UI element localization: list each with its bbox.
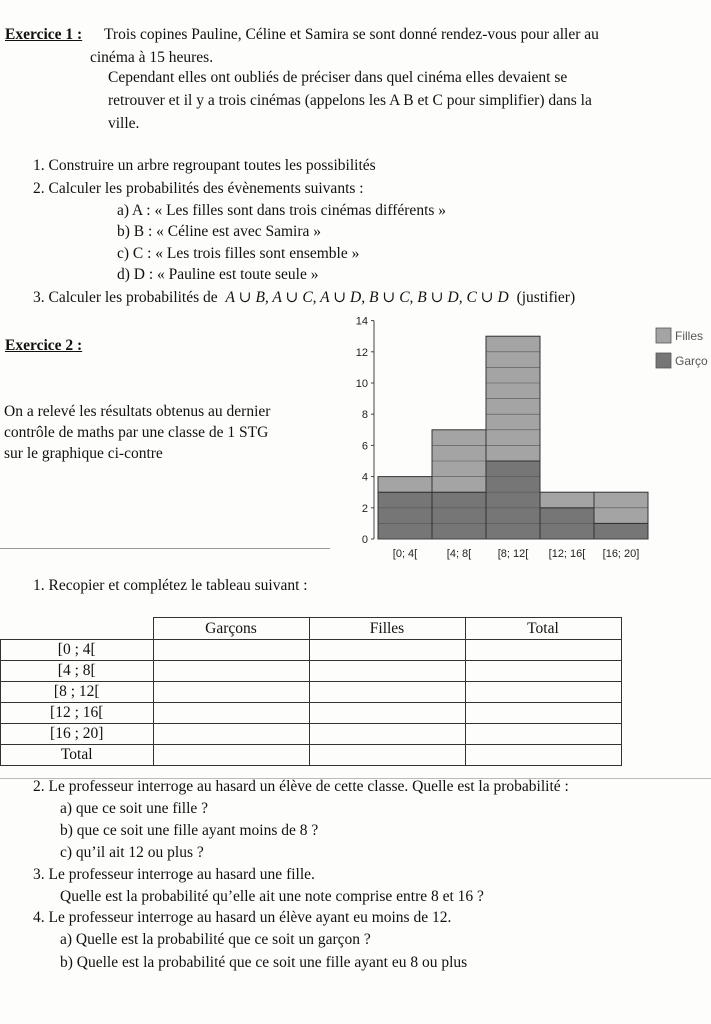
cell-garcons xyxy=(153,703,309,724)
cell-filles xyxy=(309,640,465,661)
cell-total xyxy=(465,724,621,745)
ex1-question-2: 2. Calculer les probabilités des évènements suivants : xyxy=(33,180,364,197)
legend-label: Filles xyxy=(675,329,704,343)
row-label: Total xyxy=(1,745,154,766)
x-tick-label: [0; 4[ xyxy=(392,548,418,560)
histogram-svg xyxy=(340,306,711,571)
row-label: [8 ; 12[ xyxy=(1,682,154,703)
row-label: [12 ; 16[ xyxy=(1,703,154,724)
cell-total xyxy=(465,745,621,766)
ex2-question-3-line-2: Quelle est la probabilité qu’elle ait une note comprise entre 8 et 16 ? xyxy=(60,888,484,905)
event-d: d) D : « Pauline est toute seule » xyxy=(117,266,319,283)
table-row xyxy=(1,640,622,661)
cell-garcons xyxy=(153,682,309,703)
q2-item-c: c) qu’il ait 12 ou plus ? xyxy=(60,844,204,861)
exercise-2-title: Exercice 2 : xyxy=(5,337,83,354)
table-corner xyxy=(1,618,154,640)
ex2-question-3: 3. Le professeur interroge au hasard une fille. xyxy=(33,866,315,883)
row-label: [16 ; 20] xyxy=(1,724,154,745)
cell-garcons xyxy=(153,745,309,766)
ex1-line-1: Trois copines Pauline, Céline et Samira se sont donné rendez-vous pour aller au xyxy=(104,26,599,43)
y-tick-label: 10 xyxy=(355,378,368,390)
ex2-intro-3: sur le graphique ci-contre xyxy=(4,445,163,462)
bar-garcons xyxy=(594,523,648,539)
y-tick-label: 6 xyxy=(361,440,368,453)
x-tick-label: [12; 16[ xyxy=(548,548,586,560)
header-filles: Filles xyxy=(309,618,465,640)
q3-union-list: A ∪ B, A ∪ C, A ∪ D, B ∪ C, B ∪ D, C ∪ D xyxy=(225,289,509,306)
table-row xyxy=(1,661,622,682)
cell-total xyxy=(465,703,621,724)
y-tick-label: 0 xyxy=(361,534,368,546)
legend-swatch xyxy=(656,328,671,343)
ex2-intro-2: contrôle de maths par une classe de 1 STG xyxy=(4,424,269,441)
ex2-intro-1: On a relevé les résultats obtenus au dernier xyxy=(4,403,271,420)
cell-garcons xyxy=(153,640,309,661)
header-total: Total xyxy=(465,618,621,640)
ex1-line-3: Cependant elles ont oubliés de préciser dans quel cinéma elles devaient se xyxy=(108,69,568,86)
x-tick-label: [16; 20] xyxy=(602,548,640,560)
cell-filles xyxy=(309,682,465,703)
ex1-line-2: cinéma à 15 heures. xyxy=(90,49,214,66)
event-c: c) C : « Les trois filles sont ensemble » xyxy=(117,245,360,262)
q2-item-b: b) que ce soit une fille ayant moins de 8 ? xyxy=(60,822,319,839)
ex2-question-2: 2. Le professeur interroge au hasard un élève de cette classe. Quelle est la probabilité : xyxy=(33,778,569,795)
q4-item-b: b) Quelle est la probabilité que ce soit une fille ayant eu 8 ou plus xyxy=(60,954,468,971)
q3-prefix: 3. Calculer les probabilités de xyxy=(33,289,218,306)
results-table xyxy=(0,617,622,766)
histogram-chart xyxy=(340,306,711,571)
legend-label: Garço xyxy=(675,354,708,368)
q4-item-a: a) Quelle est la probabilité que ce soit un garçon ? xyxy=(60,931,371,948)
row-label: [4 ; 8[ xyxy=(1,661,154,682)
y-tick-label: 14 xyxy=(355,315,368,328)
y-tick-label: 12 xyxy=(355,346,368,359)
cell-filles xyxy=(309,661,465,682)
ex1-question-1: 1. Construire un arbre regroupant toutes les possibilités xyxy=(33,157,376,174)
y-tick-label: 2 xyxy=(361,502,368,515)
ex2-question-1: 1. Recopier et complétez le tableau suivant : xyxy=(33,577,308,594)
event-a: a) A : « Les filles sont dans trois cinémas différents » xyxy=(117,202,447,219)
bar-garcons xyxy=(432,492,486,539)
y-tick-label: 8 xyxy=(361,409,368,422)
cell-garcons xyxy=(153,724,309,745)
table-row xyxy=(1,745,622,766)
x-tick-label: [4; 8[ xyxy=(446,548,472,560)
q2-item-a: a) que ce soit une fille ? xyxy=(60,800,209,817)
cell-total xyxy=(465,661,621,682)
cell-total xyxy=(465,682,621,703)
bar-garcons xyxy=(378,492,432,539)
ex1-line-5: ville. xyxy=(108,115,140,132)
bar-garcons xyxy=(486,461,540,539)
row-label: [0 ; 4[ xyxy=(1,640,154,661)
q3-suffix: (justifier) xyxy=(516,289,576,306)
table-row xyxy=(1,724,622,745)
event-b: b) B : « Céline est avec Samira » xyxy=(117,223,322,240)
x-tick-label: [8; 12[ xyxy=(497,548,529,560)
table-row xyxy=(1,703,622,724)
table-row xyxy=(1,682,622,703)
bar-filles xyxy=(378,477,432,493)
cell-total xyxy=(465,640,621,661)
header-garcons: Garçons xyxy=(153,618,309,640)
ex1-line-4: retrouver et il y a trois cinémas (appelons les A B et C pour simplifier) dans la xyxy=(108,92,592,109)
cell-filles xyxy=(309,745,465,766)
legend-swatch xyxy=(656,353,671,368)
y-tick-label: 4 xyxy=(361,471,368,484)
cell-filles xyxy=(309,703,465,724)
bar-filles xyxy=(540,492,594,508)
cell-filles xyxy=(309,724,465,745)
ex2-question-4: 4. Le professeur interroge au hasard un élève ayant eu moins de 12. xyxy=(33,909,452,926)
section-divider xyxy=(0,548,330,549)
cell-garcons xyxy=(153,661,309,682)
exercise-1-title: Exercice 1 : xyxy=(5,26,83,43)
ex1-question-3 xyxy=(33,288,575,307)
